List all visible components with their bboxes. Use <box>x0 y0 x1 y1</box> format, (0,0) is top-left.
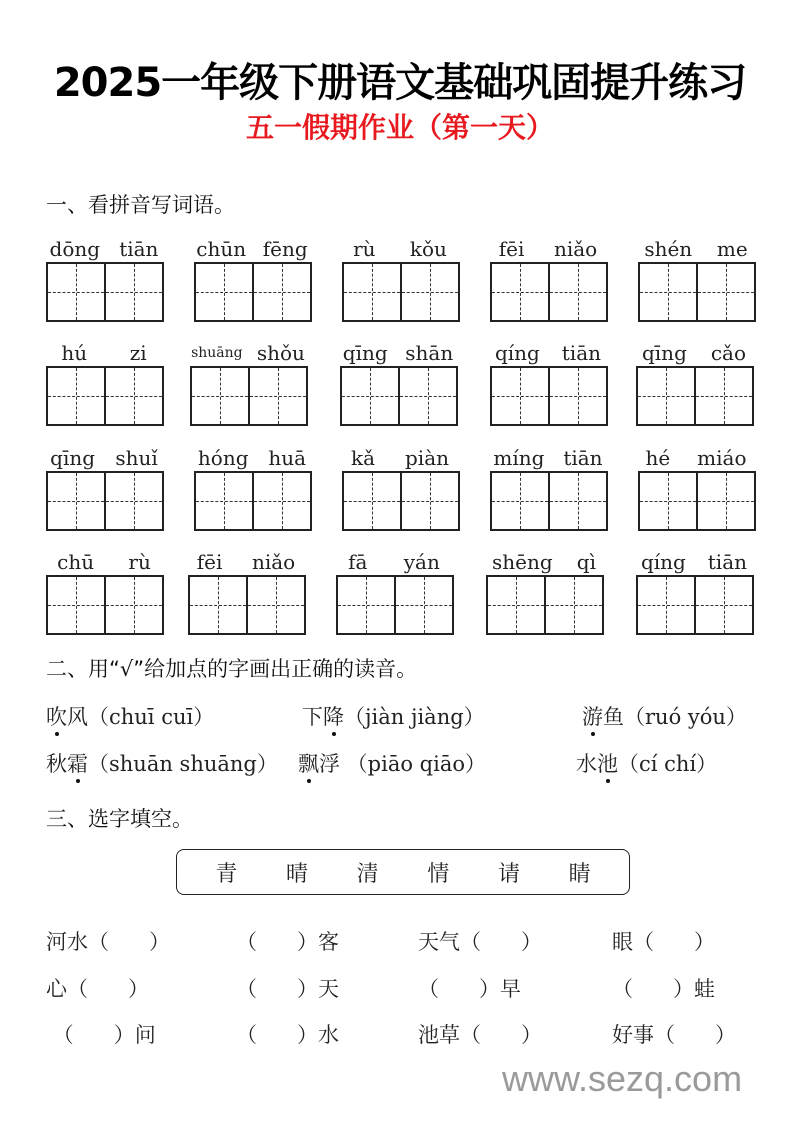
tianzige-grid[interactable] <box>46 262 164 322</box>
character: 水 <box>576 752 597 776</box>
pronunciation-item <box>46 749 278 779</box>
writing-cell[interactable] <box>638 471 698 531</box>
writing-cell[interactable] <box>342 262 402 322</box>
writing-cell[interactable] <box>194 471 254 531</box>
pinyin-syllable: shēng <box>492 550 553 574</box>
tianzige-grid[interactable] <box>342 262 460 322</box>
writing-cell[interactable] <box>190 366 250 426</box>
writing-cell[interactable] <box>402 471 460 531</box>
writing-cell[interactable] <box>106 575 164 635</box>
watermark: www.sezq.com <box>502 1058 743 1099</box>
pinyin-syllable: dōng <box>49 237 101 261</box>
pinyin-syllable: rù <box>128 550 151 574</box>
pinyin-syllable: cǎo <box>710 341 747 365</box>
dotted-character: 霜 <box>67 752 88 776</box>
tianzige-grid[interactable] <box>194 471 312 531</box>
fill-blank-item[interactable]: 心（ ） <box>46 977 150 1001</box>
pinyin-syllable: qīng <box>50 446 96 470</box>
fill-blank-item[interactable]: 天气（ ） <box>418 930 543 954</box>
pinyin-syllable: fā <box>348 550 368 574</box>
writing-cell[interactable] <box>254 471 312 531</box>
fill-blank-item[interactable]: 好事（ ） <box>612 1023 737 1047</box>
pinyin-syllable: kǎ <box>350 446 376 470</box>
pinyin-label <box>182 549 310 575</box>
character-choice-box <box>176 849 630 895</box>
choice-char: 情 <box>427 861 450 887</box>
pinyin-syllable: shuǐ <box>115 446 158 470</box>
pinyin-options[interactable]: （ruó yóu） <box>624 705 747 729</box>
pinyin-syllable: shuāng <box>191 345 243 361</box>
pinyin-label <box>630 549 758 575</box>
pinyin-syllable: hé <box>645 446 671 470</box>
pinyin-label <box>40 340 168 366</box>
pinyin-syllable: hóng <box>197 446 249 470</box>
fill-blank-item[interactable]: （ ）蛙 <box>612 977 716 1001</box>
writing-cell[interactable] <box>698 262 756 322</box>
pinyin-label <box>40 445 168 471</box>
pinyin-syllable: fēng <box>262 237 308 261</box>
pinyin-label <box>336 445 464 471</box>
pinyin-options[interactable]: （shuān shuāng） <box>88 752 278 776</box>
writing-cell[interactable] <box>490 471 550 531</box>
pinyin-label <box>480 549 608 575</box>
writing-cell[interactable] <box>254 262 312 322</box>
section-2-heading: 二、用“√”给加点的字画出正确的读音。 <box>46 657 418 681</box>
pinyin-options[interactable]: （piāo qiāo） <box>340 752 486 776</box>
tianzige-grid[interactable] <box>46 366 164 426</box>
writing-cell[interactable] <box>638 262 698 322</box>
pronunciation-item <box>302 702 485 732</box>
pronunciation-item <box>46 702 214 732</box>
writing-cell[interactable] <box>486 575 546 635</box>
pinyin-syllable: yán <box>403 550 440 574</box>
pinyin-syllable: piàn <box>405 446 450 470</box>
pinyin-label <box>632 445 760 471</box>
writing-cell[interactable] <box>636 366 696 426</box>
choice-char: 清 <box>356 861 379 887</box>
tianzige-grid[interactable] <box>190 366 308 426</box>
tianzige-grid[interactable] <box>490 366 608 426</box>
pinyin-syllable: niǎo <box>251 550 296 574</box>
pinyin-syllable: zi <box>129 341 147 365</box>
writing-cell[interactable] <box>550 471 608 531</box>
tianzige-grid[interactable] <box>340 366 458 426</box>
pinyin-syllable: qì <box>576 550 596 574</box>
pinyin-label <box>334 340 462 366</box>
fill-blank-item[interactable]: （ ）客 <box>236 930 340 954</box>
dotted-character: 吹 <box>46 705 67 729</box>
writing-cell[interactable] <box>490 262 550 322</box>
tianzige-grid[interactable] <box>636 575 754 635</box>
pinyin-syllable: qíng <box>494 341 540 365</box>
writing-cell[interactable] <box>696 575 754 635</box>
pinyin-syllable: hú <box>61 341 88 365</box>
writing-cell[interactable] <box>402 262 460 322</box>
pinyin-syllable: chū <box>57 550 95 574</box>
pinyin-syllable: qīng <box>641 341 687 365</box>
pinyin-syllable: rù <box>353 237 376 261</box>
pinyin-label <box>40 236 168 262</box>
character: 浮 <box>319 752 340 776</box>
fill-blank-item[interactable]: 池草（ ） <box>418 1023 543 1047</box>
writing-cell[interactable] <box>106 366 164 426</box>
writing-cell[interactable] <box>342 471 402 531</box>
pinyin-label <box>484 340 612 366</box>
character: 风 <box>67 705 88 729</box>
pinyin-options[interactable]: （chuī cuī） <box>88 705 215 729</box>
pinyin-options[interactable]: （jiàn jiàng） <box>344 705 485 729</box>
dotted-character: 降 <box>323 705 344 729</box>
tianzige-grid[interactable] <box>638 262 756 322</box>
pronunciation-item <box>298 749 486 779</box>
pinyin-syllable: fēi <box>196 550 223 574</box>
pinyin-options[interactable]: （cí chí） <box>618 752 718 776</box>
writing-cell[interactable] <box>550 366 608 426</box>
pinyin-syllable: niǎo <box>553 237 598 261</box>
pinyin-label <box>40 549 168 575</box>
tianzige-grid[interactable] <box>194 262 312 322</box>
pinyin-syllable: tiān <box>119 237 159 261</box>
writing-cell[interactable] <box>546 575 604 635</box>
worksheet-title: 2025一年级下册语文基础巩固提升练习 <box>53 60 747 106</box>
choice-char: 请 <box>497 861 520 887</box>
character: 秋 <box>46 752 67 776</box>
pinyin-syllable: shǒu <box>256 341 305 365</box>
writing-cell[interactable] <box>194 262 254 322</box>
pinyin-label <box>484 236 612 262</box>
pronunciation-item <box>582 702 747 732</box>
fill-blank-item[interactable]: 眼（ ） <box>612 930 716 954</box>
pinyin-syllable: míng <box>493 446 545 470</box>
writing-cell[interactable] <box>550 262 608 322</box>
writing-cell[interactable] <box>340 366 400 426</box>
fill-blank-item[interactable]: （ ）天 <box>236 977 340 1001</box>
choice-char: 晴 <box>285 861 308 887</box>
fill-blank-item[interactable]: （ ）水 <box>236 1023 340 1047</box>
fill-blank-item[interactable]: 河水（ ） <box>46 930 171 954</box>
tianzige-grid[interactable] <box>490 262 608 322</box>
pinyin-label <box>184 340 312 366</box>
pinyin-label <box>630 340 758 366</box>
dotted-character: 飘 <box>298 752 319 776</box>
pinyin-label <box>336 236 464 262</box>
writing-cell[interactable] <box>46 471 106 531</box>
pinyin-syllable: qīng <box>342 341 388 365</box>
pinyin-syllable: chūn <box>196 237 247 261</box>
writing-cell[interactable] <box>400 366 458 426</box>
pinyin-syllable: qíng <box>640 550 686 574</box>
worksheet-subtitle: 五一假期作业（第一天） <box>245 111 554 144</box>
pinyin-syllable: shén <box>644 237 693 261</box>
writing-cell[interactable] <box>490 366 550 426</box>
writing-cell[interactable] <box>106 262 164 322</box>
dotted-character: 游 <box>582 705 603 729</box>
pinyin-label <box>484 445 612 471</box>
writing-cell[interactable] <box>46 366 106 426</box>
pinyin-syllable: tiān <box>563 446 603 470</box>
tianzige-grid[interactable] <box>46 471 164 531</box>
pronunciation-item <box>576 749 717 779</box>
character: 鱼 <box>603 705 624 729</box>
writing-cell[interactable] <box>698 471 756 531</box>
writing-cell[interactable] <box>46 575 106 635</box>
pinyin-syllable: fēi <box>498 237 525 261</box>
writing-cell[interactable] <box>46 262 106 322</box>
tianzige-grid[interactable] <box>638 471 756 531</box>
tianzige-grid[interactable] <box>188 575 306 635</box>
writing-cell[interactable] <box>248 575 306 635</box>
pinyin-label <box>188 236 316 262</box>
pinyin-syllable: miáo <box>697 446 747 470</box>
character: 下 <box>302 705 323 729</box>
section-1-heading: 一、看拼音写词语。 <box>46 193 235 217</box>
tianzige-grid[interactable] <box>336 575 454 635</box>
dotted-character: 池 <box>597 752 618 776</box>
pinyin-label <box>330 549 458 575</box>
pinyin-label <box>632 236 760 262</box>
pinyin-syllable: shān <box>405 341 454 365</box>
writing-cell[interactable] <box>636 575 696 635</box>
pinyin-syllable: tiān <box>561 341 602 365</box>
writing-cell[interactable] <box>250 366 308 426</box>
writing-cell[interactable] <box>336 575 396 635</box>
pinyin-syllable: huā <box>268 446 307 470</box>
choice-char: 青 <box>215 861 238 887</box>
tianzige-grid[interactable] <box>636 366 754 426</box>
writing-cell[interactable] <box>188 575 248 635</box>
tianzige-grid[interactable] <box>486 575 604 635</box>
tianzige-grid[interactable] <box>490 471 608 531</box>
writing-cell[interactable] <box>696 366 754 426</box>
pinyin-label <box>188 445 316 471</box>
tianzige-grid[interactable] <box>342 471 460 531</box>
fill-blank-item[interactable]: （ ）问 <box>46 1023 156 1047</box>
section-3-heading: 三、选字填空。 <box>46 807 193 831</box>
writing-cell[interactable] <box>396 575 454 635</box>
choice-char: 睛 <box>568 861 591 887</box>
fill-blank-item[interactable]: （ ）早 <box>418 977 522 1001</box>
writing-cell[interactable] <box>106 471 164 531</box>
pinyin-syllable: kǒu <box>409 237 447 261</box>
tianzige-grid[interactable] <box>46 575 164 635</box>
pinyin-syllable: tiān <box>707 550 748 574</box>
pinyin-syllable: me <box>716 237 748 261</box>
